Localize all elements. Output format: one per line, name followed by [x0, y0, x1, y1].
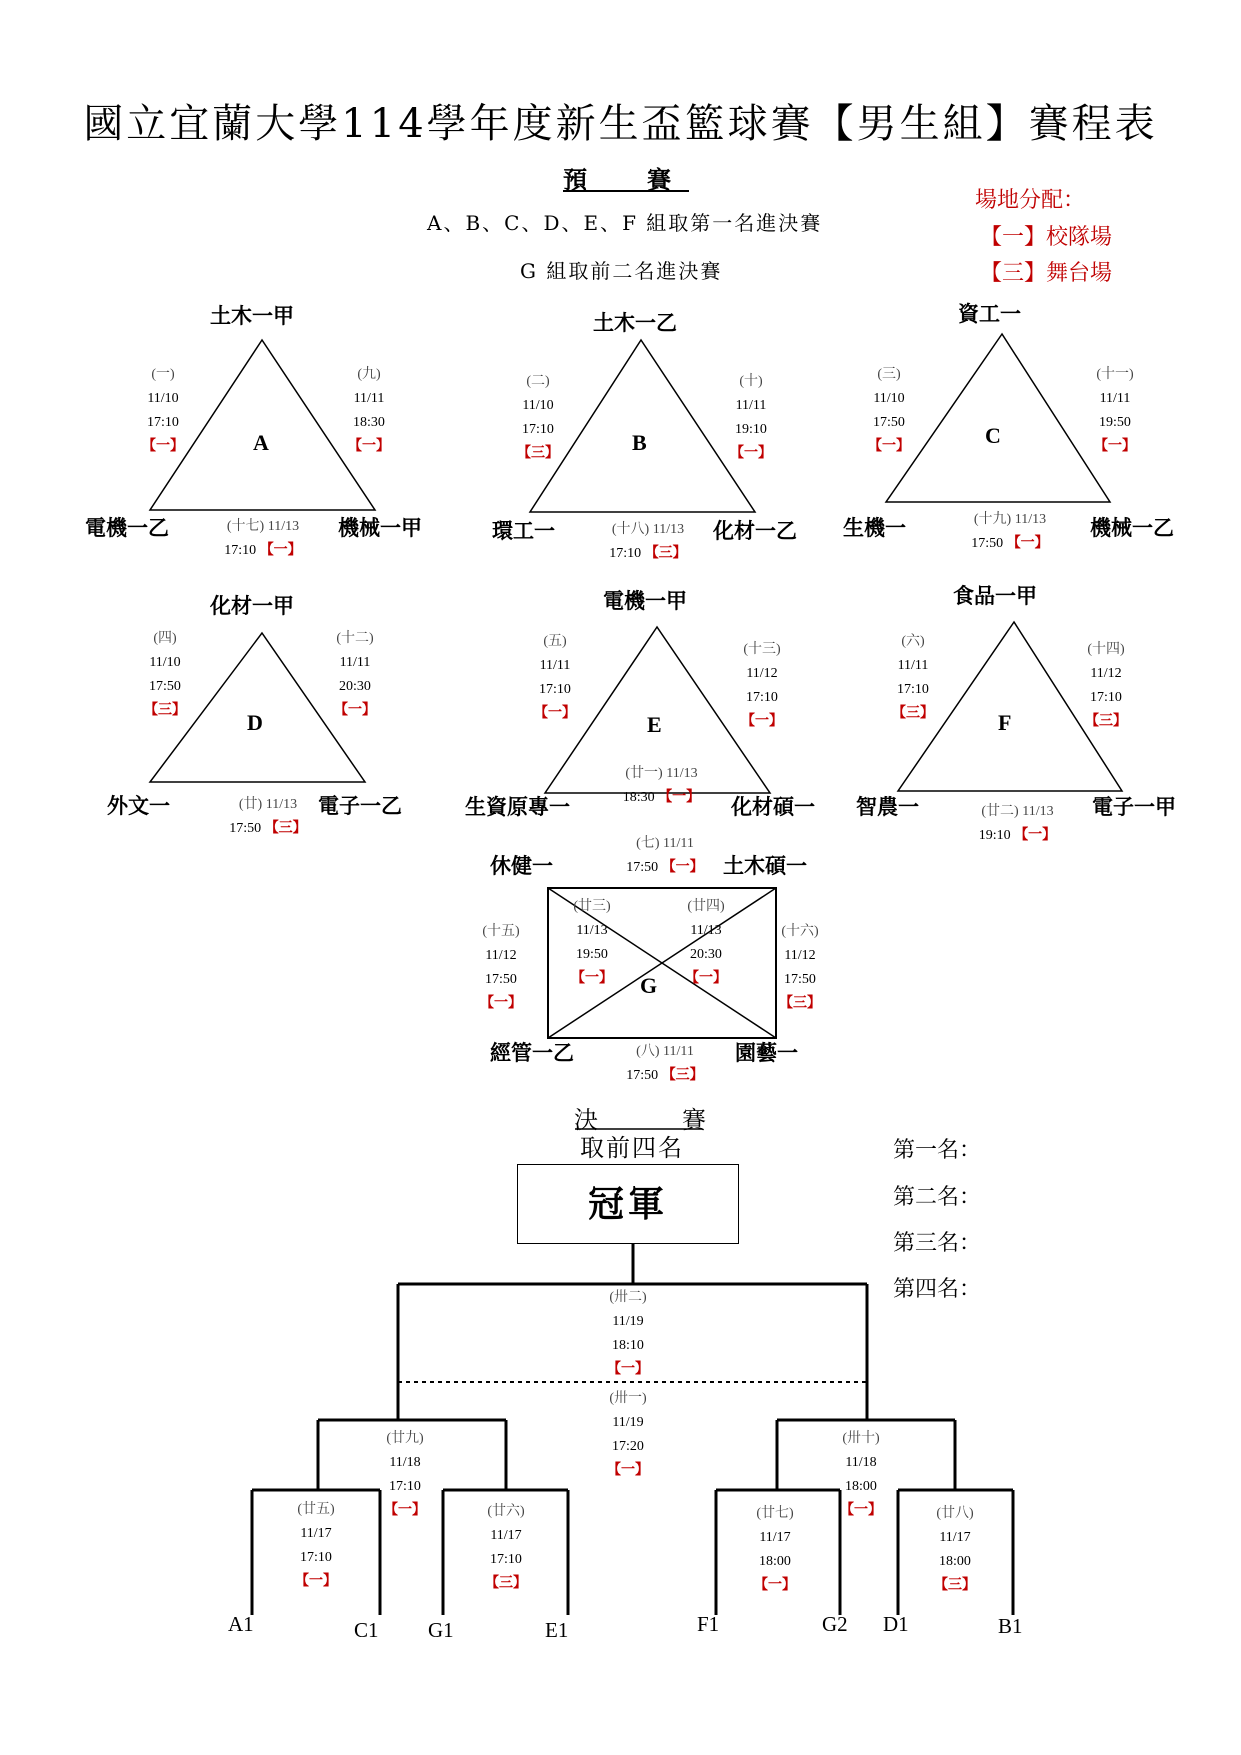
game-detail: 11/13 — [576, 923, 608, 938]
court-label: 【一】 — [685, 971, 727, 986]
bracket-slot: G1 — [428, 1618, 454, 1642]
game-detail — [208, 539, 318, 563]
court-label: 【三】 — [144, 703, 186, 718]
game-number: (十七) 11/13 — [226, 519, 300, 534]
game-detail: 11/11 — [339, 655, 371, 670]
game-detail: 17:10 — [1090, 690, 1122, 705]
game-number: (三) — [877, 367, 901, 382]
game-detail: 11/12 — [784, 948, 816, 963]
game-number: (四) — [153, 631, 177, 646]
rank-line: 第二名： — [893, 1185, 982, 1210]
game-number: (六) — [901, 634, 925, 649]
bracket-slot: E1 — [545, 1618, 569, 1642]
court-label: 【一】 — [607, 1362, 649, 1377]
group-label-g: G — [640, 973, 658, 998]
venue-item: 【一】校隊場 — [980, 225, 1113, 250]
court-label: 【一】 — [661, 860, 704, 875]
game-detail: 18:30 — [353, 415, 385, 430]
game-info — [208, 515, 318, 563]
court-label: 【一】 — [1006, 536, 1049, 551]
team-e-right: 化材碩一 — [731, 794, 815, 819]
court-label: 【一】 — [1014, 828, 1057, 843]
venue-heading: 場地分配： — [975, 188, 1086, 213]
court-label: 【三】 — [779, 996, 821, 1011]
game-detail: 18:10 — [612, 1338, 644, 1353]
team-f-top: 食品一甲 — [953, 583, 1037, 608]
rank-line: 第一名： — [893, 1138, 982, 1163]
team-c-top: 資工一 — [958, 301, 1021, 326]
team-b-left: 環工一 — [492, 518, 555, 543]
game-detail: 17:10 — [539, 682, 571, 697]
game-detail: 17:50 — [149, 679, 181, 694]
court-label: 【一】 — [334, 703, 376, 718]
team-d-right: 電子一乙 — [318, 793, 402, 818]
group-label-c: C — [985, 423, 1001, 448]
court-label: 【一】 — [384, 1503, 426, 1518]
game-number: (二) — [526, 374, 550, 389]
court-label: 【一】 — [868, 439, 910, 454]
game-info — [372, 1427, 438, 1523]
game-info — [322, 627, 388, 723]
court-label: 【一】 — [840, 1503, 882, 1518]
court-label: 【一】 — [1094, 439, 1136, 454]
game-info — [742, 1502, 808, 1598]
group-label-e: E — [647, 712, 662, 737]
champion-box: 冠軍 — [517, 1164, 739, 1244]
game-detail: 17:50 — [229, 821, 262, 836]
game-info — [604, 762, 719, 810]
court-label: 【三】 — [517, 446, 559, 461]
game-detail: 11/17 — [939, 1530, 971, 1545]
game-detail — [218, 817, 318, 841]
game-detail: 11/13 — [690, 923, 722, 938]
game-info — [1068, 638, 1144, 734]
court-label: 【一】 — [658, 790, 701, 805]
game-detail: 20:30 — [339, 679, 371, 694]
game-detail: 17:50 — [626, 860, 659, 875]
bracket-slot: G2 — [822, 1612, 848, 1636]
group-label-a: A — [253, 430, 269, 455]
game-number: (卅十) — [842, 1431, 880, 1446]
game-detail: 17:10 — [224, 543, 257, 558]
game-detail: 18:00 — [845, 1479, 877, 1494]
game-detail: 17:10 — [522, 422, 554, 437]
team-f-left: 智農一 — [856, 794, 919, 819]
game-number: (十二) — [336, 631, 374, 646]
game-number: (一) — [151, 367, 175, 382]
game-detail: 19:10 — [978, 828, 1011, 843]
game-number: (廿六) — [487, 1504, 525, 1519]
game-number: (廿五) — [297, 1502, 335, 1517]
final-heading: 決 賽 — [574, 1106, 736, 1134]
game-info — [130, 363, 196, 459]
game-info — [132, 627, 198, 723]
team-d-left: 外文一 — [107, 793, 170, 818]
game-detail: 11/17 — [490, 1528, 522, 1543]
group-label-b: B — [632, 430, 647, 455]
game-number: (八) 11/11 — [636, 1044, 694, 1059]
team-f-right: 電子一甲 — [1092, 794, 1176, 819]
game-info — [1075, 363, 1155, 459]
game-number: (卅一) — [609, 1391, 647, 1406]
game-detail: 20:30 — [690, 947, 722, 962]
game-detail: 11/19 — [612, 1415, 644, 1430]
game-detail: 17:10 — [389, 1479, 421, 1494]
game-number: (十六) — [781, 924, 819, 939]
game-info — [676, 895, 736, 991]
game-number: (七) 11/11 — [636, 836, 694, 851]
team-g-br: 園藝一 — [735, 1040, 798, 1065]
game-detail: 19:50 — [1099, 415, 1131, 430]
game-detail: 11/11 — [353, 391, 385, 406]
game-number: (廿) 11/13 — [238, 797, 298, 812]
game-detail: 11/19 — [612, 1314, 644, 1329]
game-detail: 11/11 — [735, 398, 767, 413]
game-detail: 17:50 — [784, 972, 816, 987]
game-detail: 17:50 — [971, 536, 1004, 551]
game-detail — [615, 856, 715, 880]
game-number: (廿七) — [756, 1506, 794, 1521]
game-detail: 11/17 — [300, 1526, 332, 1541]
prelim-heading: 預 賽 — [563, 165, 689, 194]
game-detail — [593, 542, 703, 566]
court-label: 【一】 — [741, 714, 783, 729]
court-label: 【一】 — [348, 439, 390, 454]
game-detail: 18:00 — [759, 1554, 791, 1569]
game-number: (十九) 11/13 — [973, 512, 1047, 527]
game-detail: 11/10 — [522, 398, 554, 413]
team-a-left: 電機一乙 — [85, 515, 169, 540]
team-g-tl: 休健一 — [490, 853, 553, 878]
game-number: (廿二) 11/13 — [981, 804, 1054, 819]
game-detail: 17:20 — [612, 1439, 644, 1454]
court-label: 【一】 — [754, 1578, 796, 1593]
game-number: (廿八) — [936, 1506, 974, 1521]
court-label: 【三】 — [644, 546, 687, 561]
game-detail: 19:50 — [576, 947, 608, 962]
game-detail: 11/11 — [897, 658, 929, 673]
game-number: (九) — [357, 367, 381, 382]
game-info — [615, 1040, 715, 1088]
game-detail: 11/12 — [1090, 666, 1122, 681]
game-detail: 17:10 — [147, 415, 179, 430]
court-label: 【三】 — [485, 1576, 527, 1591]
game-number: (十四) — [1087, 642, 1125, 657]
game-detail: 17:10 — [490, 1552, 522, 1567]
game-info — [727, 638, 797, 734]
game-detail — [960, 824, 1075, 848]
team-a-right: 機械一甲 — [338, 515, 422, 540]
game-info — [522, 630, 588, 726]
court-label: 【一】 — [259, 543, 302, 558]
team-c-right: 機械一乙 — [1090, 515, 1174, 540]
game-number: (十三) — [743, 642, 781, 657]
court-label: 【一】 — [730, 446, 772, 461]
team-b-right: 化材一乙 — [713, 518, 797, 543]
game-detail: 11/10 — [147, 391, 179, 406]
game-info — [880, 630, 946, 726]
team-a-top: 土木一甲 — [210, 303, 294, 328]
game-detail: 11/12 — [746, 666, 778, 681]
page-title: 國立宜蘭大學114學年度新生盃籃球賽【男生組】賽程表 — [83, 101, 1158, 147]
team-b-top: 土木一乙 — [593, 310, 677, 335]
game-number: (十八) 11/13 — [611, 522, 685, 537]
final-sub: 取前四名 — [580, 1134, 684, 1162]
game-info — [473, 1500, 539, 1596]
game-number: (卅二) — [609, 1290, 647, 1305]
team-e-top: 電機一甲 — [603, 588, 687, 613]
game-info — [922, 1502, 988, 1598]
team-e-left: 生資原專一 — [465, 794, 570, 819]
game-info — [466, 920, 536, 1016]
game-number: (廿四) — [687, 899, 725, 914]
bracket-slot: C1 — [354, 1618, 379, 1642]
game-detail: 19:10 — [735, 422, 767, 437]
bracket-slot: F1 — [697, 1612, 720, 1636]
bracket-slot: D1 — [883, 1612, 909, 1636]
game-info — [595, 1286, 661, 1382]
game-detail: 11/11 — [539, 658, 571, 673]
court-label: 【一】 — [295, 1574, 337, 1589]
game-detail: 11/18 — [389, 1455, 421, 1470]
game-detail: 11/10 — [873, 391, 905, 406]
game-detail: 11/18 — [845, 1455, 877, 1470]
game-info — [960, 800, 1075, 848]
game-number: (廿三) — [573, 899, 611, 914]
court-label: 【三】 — [934, 1578, 976, 1593]
prelim-rule-2: G 組取前二名進決賽 — [520, 259, 723, 283]
game-detail: 18:00 — [939, 1554, 971, 1569]
game-detail — [604, 786, 719, 810]
game-info — [615, 832, 715, 880]
game-detail: 11/17 — [759, 1530, 791, 1545]
game-detail — [615, 1064, 715, 1088]
venue-item: 【三】舞台場 — [980, 261, 1113, 286]
game-info — [593, 518, 703, 566]
game-detail — [955, 532, 1065, 556]
court-label: 【一】 — [142, 439, 184, 454]
game-info — [562, 895, 622, 991]
game-info — [718, 370, 784, 466]
game-info — [283, 1498, 349, 1594]
game-detail: 11/10 — [149, 655, 181, 670]
game-detail: 11/11 — [1099, 391, 1131, 406]
team-d-top: 化材一甲 — [210, 593, 294, 618]
game-detail: 18:30 — [622, 790, 655, 805]
team-g-bl: 經管一乙 — [490, 1040, 574, 1065]
game-detail: 17:50 — [485, 972, 517, 987]
game-detail: 17:50 — [873, 415, 905, 430]
game-number: (十一) — [1096, 367, 1134, 382]
team-g-tr: 土木碩一 — [723, 853, 807, 878]
group-label-f: F — [998, 710, 1012, 735]
court-label: 【一】 — [534, 706, 576, 721]
game-number: (五) — [543, 634, 567, 649]
game-info — [505, 370, 571, 466]
game-number: (十) — [739, 374, 763, 389]
game-detail: 17:10 — [897, 682, 929, 697]
rank-line: 第三名： — [893, 1231, 982, 1256]
court-label: 【三】 — [661, 1068, 704, 1083]
game-detail: 17:10 — [300, 1550, 332, 1565]
game-info — [765, 920, 835, 1016]
game-info — [828, 1427, 894, 1523]
game-number: (廿九) — [386, 1431, 424, 1446]
court-label: 【三】 — [1085, 714, 1127, 729]
game-detail: 11/12 — [485, 948, 517, 963]
court-label: 【三】 — [264, 821, 307, 836]
bracket-slot: A1 — [228, 1612, 254, 1636]
game-info — [856, 363, 922, 459]
game-detail: 17:50 — [626, 1068, 659, 1083]
court-label: 【一】 — [571, 971, 613, 986]
court-label: 【三】 — [892, 706, 934, 721]
game-number: (十五) — [482, 924, 520, 939]
prelim-rule-1: A、B、C、D、E、F 組取第一名進決賽 — [427, 211, 823, 235]
court-label: 【一】 — [480, 996, 522, 1011]
game-number: (廿一) 11/13 — [625, 766, 698, 781]
court-label: 【一】 — [607, 1463, 649, 1478]
bracket-slot: B1 — [998, 1614, 1023, 1638]
game-info — [336, 363, 402, 459]
game-info — [595, 1387, 661, 1483]
group-label-d: D — [247, 710, 263, 735]
team-c-left: 生機一 — [843, 515, 906, 540]
game-detail: 17:10 — [746, 690, 778, 705]
rank-line: 第四名： — [893, 1277, 982, 1302]
game-info — [955, 508, 1065, 556]
game-info — [218, 793, 318, 841]
game-detail: 17:10 — [609, 546, 642, 561]
